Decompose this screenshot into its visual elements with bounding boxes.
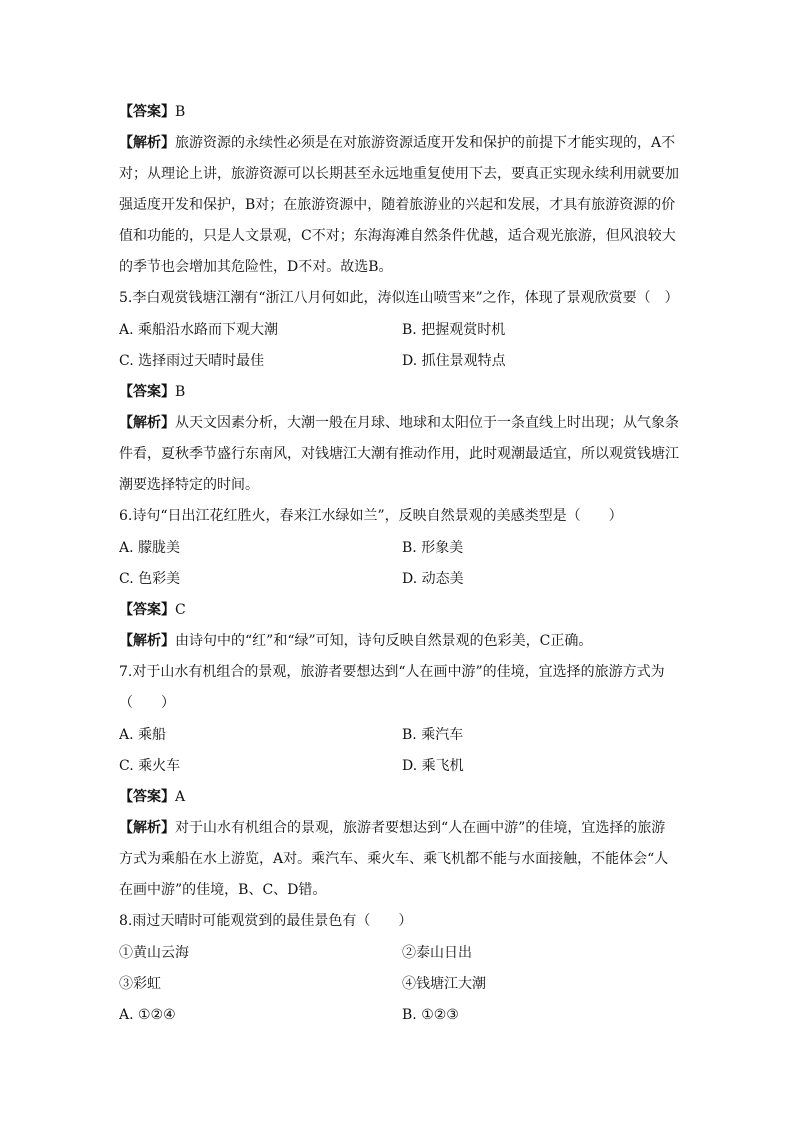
question-7-stem: 7.对于山水有机组合的景观，旅游者要想达到“人在画中游”的佳境，宜选择的旅游方式为 — [119, 664, 665, 680]
question-6-stem: 6.诗句“日出江花红胜火，春来江水绿如兰”，反映自然景观的美感类型是（ ） — [119, 508, 623, 524]
option-5b: B. 把握观赏时机 — [402, 322, 506, 338]
analysis-line: 对；从理论上讲，旅游资源可以长期甚至永远地重复使用下去，要真正实现永续利用就要加 — [119, 166, 679, 182]
analysis-line: 值和功能的，只是人文景观，C不对；东海海滩自然条件优越，适合观光旅游，但风浪较大 — [119, 228, 676, 244]
option-6c: C. 色彩美 — [119, 571, 181, 587]
analysis-line: 件看，夏秋季节盛行东南风，对钱塘江大潮有推动作用，此时观潮最适宜，所以观赏钱塘江 — [119, 446, 679, 462]
analysis-line — [119, 133, 679, 153]
statement-4: ④钱塘江大潮 — [402, 976, 486, 992]
option-6a: A. 朦胧美 — [119, 540, 181, 556]
option-7b: B. 乘汽车 — [402, 727, 464, 743]
analysis-line — [119, 631, 679, 651]
analysis-text: 旅游资源的永续性必须是在对旅游资源适度开发和保护的前提下才能实现的，A不 — [175, 135, 676, 151]
analysis-line: 在画中游”的佳境，B、C、D错。 — [119, 882, 327, 898]
option-7a: A. 乘船 — [119, 727, 167, 743]
answer-line — [119, 102, 679, 122]
question-7-stem-cont: （ ） — [119, 695, 175, 711]
option-5d: D. 抓住景观特点 — [402, 353, 506, 369]
answer-line — [119, 382, 679, 402]
analysis-line: 方式为乘船在水上游览，A对。乘汽车、乘火车、乘飞机都不能与水面接触，不能体会“人 — [119, 851, 669, 867]
option-6d: D. 动态美 — [402, 571, 464, 587]
answer-line — [119, 787, 679, 807]
option-7c: C. 乘火车 — [119, 758, 181, 774]
answer-tag: 【答案】 — [119, 602, 175, 618]
option-5c: C. 选择雨过天晴时最佳 — [119, 353, 265, 369]
analysis-tag: 【解析】 — [119, 415, 175, 431]
analysis-line: 强适度开发和保护，B对；在旅游资源中，随着旅游业的兴起和发展，才具有旅游资源的价 — [119, 197, 676, 213]
option-8b: B. ①②③ — [402, 1007, 459, 1023]
answer-tag: 【答案】 — [119, 384, 175, 400]
analysis-tag: 【解析】 — [119, 820, 175, 836]
statement-3: ③彩虹 — [119, 976, 161, 992]
answer-value: C — [175, 602, 186, 618]
question-5-stem: 5.李白观赏钱塘江潮有“浙江八月何如此，涛似连山喷雪来”之作，体现了景观欣赏要（ ） — [119, 290, 679, 306]
answer-value: B — [175, 384, 186, 400]
statement-2: ②泰山日出 — [402, 945, 472, 961]
option-5a: A. 乘船沿水路而下观大潮 — [119, 322, 279, 338]
analysis-tag: 【解析】 — [119, 135, 175, 151]
question-8-stem: 8.雨过天晴时可能观赏到的最佳景色有（ ） — [119, 913, 413, 929]
analysis-text: 从天文因素分析，大潮一般在月球、地球和太阳位于一条直线上时出现；从气象条 — [175, 415, 679, 431]
statement-1: ①黄山云海 — [119, 945, 189, 961]
answer-tag: 【答案】 — [119, 104, 175, 120]
analysis-tag: 【解析】 — [119, 633, 175, 649]
analysis-text: 对于山水有机组合的景观，旅游者要想达到“人在画中游”的佳境，宜选择的旅游 — [175, 820, 666, 836]
analysis-line — [119, 413, 679, 433]
option-7d: D. 乘飞机 — [402, 758, 464, 774]
analysis-line: 潮要选择特定的时间。 — [119, 477, 259, 493]
answer-tag: 【答案】 — [119, 789, 175, 805]
answer-value: B — [175, 104, 186, 120]
answer-value: A — [175, 789, 186, 805]
option-8a: A. ①②④ — [119, 1007, 176, 1023]
option-6b: B. 形象美 — [402, 540, 464, 556]
answer-line — [119, 600, 679, 620]
analysis-line — [119, 818, 679, 838]
analysis-text: 由诗句中的“红”和“绿”可知，诗句反映自然景观的色彩美，C正确。 — [175, 633, 593, 649]
analysis-line: 的季节也会增加其危险性，D不对。故选B。 — [119, 259, 393, 275]
